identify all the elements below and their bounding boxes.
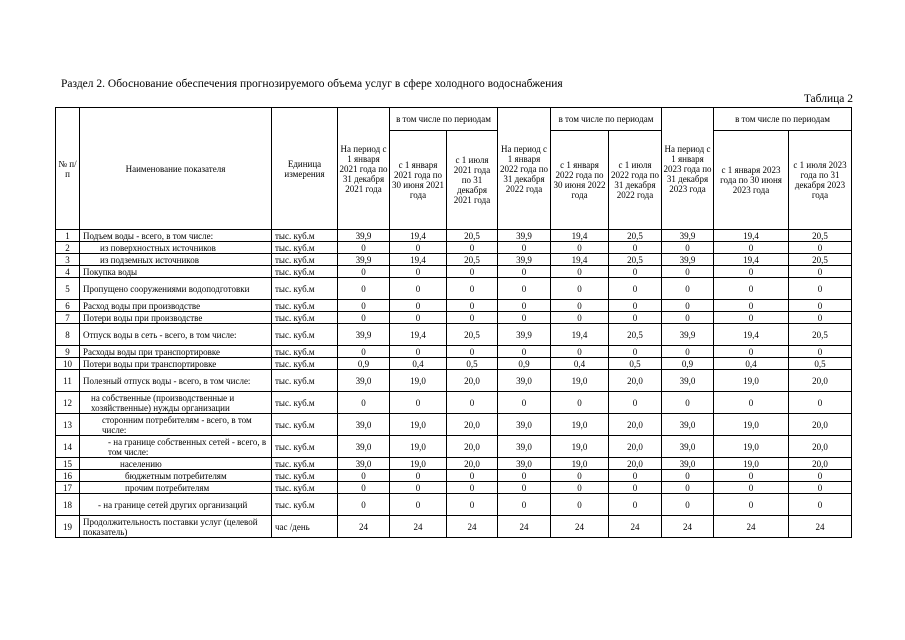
row-value: 0 bbox=[498, 392, 551, 414]
row-unit: тыс. куб.м bbox=[272, 266, 338, 278]
row-value: 0 bbox=[338, 266, 390, 278]
row-value: 20,5 bbox=[789, 230, 852, 242]
table-row bbox=[56, 436, 852, 458]
row-number: 4 bbox=[56, 266, 80, 278]
row-indicator-name: Отпуск воды в сеть - всего, в том числе: bbox=[80, 324, 272, 346]
header-period-2023: На период с 1 января 2023 года по 31 декабря 2023 года bbox=[662, 108, 714, 230]
row-unit: тыс. куб.м bbox=[272, 242, 338, 254]
row-unit: тыс. куб.м bbox=[272, 230, 338, 242]
row-value: 20,0 bbox=[447, 458, 498, 470]
row-value: 24 bbox=[551, 516, 609, 538]
row-value: 24 bbox=[447, 516, 498, 538]
row-value: 0 bbox=[714, 482, 789, 494]
row-value: 0 bbox=[789, 346, 852, 358]
row-value: 0 bbox=[498, 300, 551, 312]
row-value: 0 bbox=[609, 346, 662, 358]
row-value: 0 bbox=[338, 494, 390, 516]
table-row bbox=[56, 324, 852, 346]
row-value: 0 bbox=[662, 266, 714, 278]
row-value: 0 bbox=[714, 242, 789, 254]
row-value: 0 bbox=[609, 266, 662, 278]
row-value: 39,0 bbox=[338, 436, 390, 458]
table-row bbox=[56, 458, 852, 470]
row-value: 0 bbox=[662, 470, 714, 482]
row-value: 0 bbox=[789, 312, 852, 324]
row-value: 0 bbox=[714, 266, 789, 278]
row-value: 0 bbox=[498, 346, 551, 358]
row-value: 0 bbox=[609, 470, 662, 482]
row-value: 19,4 bbox=[714, 324, 789, 346]
row-value: 20,0 bbox=[609, 414, 662, 436]
row-number: 13 bbox=[56, 414, 80, 436]
row-indicator-name: Продолжительность поставки услуг (целевой показатель) bbox=[80, 516, 272, 538]
row-value: 20,0 bbox=[789, 370, 852, 392]
row-value: 0 bbox=[338, 300, 390, 312]
row-unit: тыс. куб.м bbox=[272, 254, 338, 266]
table-row bbox=[56, 494, 852, 516]
row-value: 0 bbox=[609, 300, 662, 312]
row-number: 5 bbox=[56, 278, 80, 300]
row-value: 39,9 bbox=[498, 230, 551, 242]
row-value: 0 bbox=[447, 278, 498, 300]
row-value: 0 bbox=[662, 482, 714, 494]
row-value: 20,5 bbox=[447, 324, 498, 346]
row-value: 0 bbox=[447, 470, 498, 482]
row-value: 39,9 bbox=[338, 324, 390, 346]
row-value: 19,0 bbox=[714, 458, 789, 470]
header-2022-h2: с 1 июля 2022 года по 31 декабря 2022 года bbox=[609, 131, 662, 230]
row-number: 10 bbox=[56, 358, 80, 370]
row-value: 39,9 bbox=[338, 254, 390, 266]
table-row bbox=[56, 470, 852, 482]
table-row bbox=[56, 242, 852, 254]
row-value: 39,0 bbox=[498, 458, 551, 470]
row-value: 0,9 bbox=[498, 358, 551, 370]
row-value: 19,0 bbox=[714, 436, 789, 458]
row-value: 0 bbox=[338, 312, 390, 324]
row-value: 39,9 bbox=[662, 230, 714, 242]
row-value: 0 bbox=[498, 312, 551, 324]
row-indicator-name: Потери воды при производстве bbox=[80, 312, 272, 324]
row-unit: тыс. куб.м bbox=[272, 494, 338, 516]
row-indicator-name: - на границе сетей других организаций bbox=[80, 494, 272, 516]
table-row bbox=[56, 266, 852, 278]
row-value: 39,9 bbox=[338, 230, 390, 242]
row-indicator-name: из поверхностных источников bbox=[80, 242, 272, 254]
row-value: 39,0 bbox=[498, 436, 551, 458]
table-row bbox=[56, 414, 852, 436]
row-number: 17 bbox=[56, 482, 80, 494]
row-value: 0 bbox=[551, 346, 609, 358]
row-value: 19,4 bbox=[390, 230, 447, 242]
header-2021-h2: с 1 июля 2021 года по 31 декабря 2021 года bbox=[447, 131, 498, 230]
row-value: 0 bbox=[609, 312, 662, 324]
row-value: 0 bbox=[390, 266, 447, 278]
row-value: 0 bbox=[714, 278, 789, 300]
row-value: 0 bbox=[498, 494, 551, 516]
row-number: 16 bbox=[56, 470, 80, 482]
header-2021-h1: с 1 января 2021 года по 30 июня 2021 года bbox=[390, 131, 447, 230]
header-period-2022: На период с 1 января 2022 года по 31 декабря 2022 года bbox=[498, 108, 551, 230]
row-value: 0 bbox=[551, 392, 609, 414]
row-value: 0 bbox=[338, 278, 390, 300]
row-value: 20,5 bbox=[789, 254, 852, 266]
row-value: 0 bbox=[789, 266, 852, 278]
row-value: 39,0 bbox=[662, 370, 714, 392]
row-unit: тыс. куб.м bbox=[272, 482, 338, 494]
row-value: 0 bbox=[714, 494, 789, 516]
row-value: 39,9 bbox=[662, 254, 714, 266]
row-number: 14 bbox=[56, 436, 80, 458]
row-value: 0 bbox=[338, 482, 390, 494]
header-2023-h2: с 1 июля 2023 года по 31 декабря 2023 года bbox=[789, 131, 852, 230]
section-title: Раздел 2. Обоснование обеспечения прогнозируемого объема услуг в сфере холодного водоснабжения bbox=[61, 78, 563, 90]
row-value: 24 bbox=[714, 516, 789, 538]
header-row-1 bbox=[56, 108, 852, 131]
row-value: 0 bbox=[390, 278, 447, 300]
row-value: 24 bbox=[338, 516, 390, 538]
row-value: 24 bbox=[390, 516, 447, 538]
row-value: 0 bbox=[447, 266, 498, 278]
row-indicator-name: на собственные (производственные и хозяйственные) нужды организации bbox=[80, 392, 272, 414]
row-unit: час /день bbox=[272, 516, 338, 538]
row-value: 19,0 bbox=[714, 414, 789, 436]
row-value: 0 bbox=[447, 346, 498, 358]
row-value: 39,0 bbox=[338, 458, 390, 470]
header-num: № п/п bbox=[56, 108, 80, 230]
table-row bbox=[56, 230, 852, 242]
row-indicator-name: прочим потребителям bbox=[80, 482, 272, 494]
row-value: 0 bbox=[551, 494, 609, 516]
row-indicator-name: сторонним потребителям - всего, в том числе: bbox=[80, 414, 272, 436]
row-value: 0 bbox=[662, 346, 714, 358]
row-value: 19,0 bbox=[551, 458, 609, 470]
row-value: 20,5 bbox=[447, 254, 498, 266]
row-value: 0 bbox=[551, 482, 609, 494]
row-value: 0 bbox=[789, 300, 852, 312]
row-value: 0 bbox=[338, 470, 390, 482]
row-value: 0 bbox=[714, 392, 789, 414]
row-value: 20,5 bbox=[609, 254, 662, 266]
row-value: 19,4 bbox=[714, 254, 789, 266]
row-value: 0 bbox=[390, 482, 447, 494]
row-value: 0 bbox=[338, 242, 390, 254]
row-indicator-name: - на границе собственных сетей - всего, в том числе: bbox=[80, 436, 272, 458]
row-value: 24 bbox=[609, 516, 662, 538]
row-indicator-name: Полезный отпуск воды - всего, в том числе: bbox=[80, 370, 272, 392]
row-value: 0 bbox=[498, 482, 551, 494]
row-value: 0 bbox=[390, 346, 447, 358]
row-value: 20,0 bbox=[789, 436, 852, 458]
table-row bbox=[56, 516, 852, 538]
row-value: 19,0 bbox=[551, 370, 609, 392]
row-value: 20,0 bbox=[447, 436, 498, 458]
header-including-2021: в том числе по периодам bbox=[390, 108, 498, 131]
table-label: Таблица 2 bbox=[803, 93, 853, 105]
row-number: 9 bbox=[56, 346, 80, 358]
row-indicator-name: Покупка воды bbox=[80, 266, 272, 278]
row-number: 15 bbox=[56, 458, 80, 470]
row-value: 20,0 bbox=[447, 370, 498, 392]
row-number: 11 bbox=[56, 370, 80, 392]
row-number: 1 bbox=[56, 230, 80, 242]
row-unit: тыс. куб.м bbox=[272, 470, 338, 482]
row-value: 20,0 bbox=[609, 370, 662, 392]
row-number: 7 bbox=[56, 312, 80, 324]
row-indicator-name: из подземных источников bbox=[80, 254, 272, 266]
table-row bbox=[56, 254, 852, 266]
row-value: 0 bbox=[447, 242, 498, 254]
row-unit: тыс. куб.м bbox=[272, 346, 338, 358]
row-unit: тыс. куб.м bbox=[272, 300, 338, 312]
row-number: 18 bbox=[56, 494, 80, 516]
row-value: 0 bbox=[609, 482, 662, 494]
water-supply-table bbox=[55, 107, 852, 538]
row-value: 39,0 bbox=[498, 414, 551, 436]
row-value: 20,5 bbox=[609, 324, 662, 346]
row-value: 0 bbox=[662, 242, 714, 254]
row-value: 39,0 bbox=[338, 370, 390, 392]
row-value: 39,9 bbox=[662, 324, 714, 346]
row-unit: тыс. куб.м bbox=[272, 358, 338, 370]
table-row bbox=[56, 312, 852, 324]
row-value: 0 bbox=[498, 470, 551, 482]
row-value: 20,5 bbox=[789, 324, 852, 346]
row-value: 0 bbox=[551, 242, 609, 254]
row-value: 0 bbox=[789, 482, 852, 494]
row-value: 0 bbox=[338, 392, 390, 414]
row-value: 0 bbox=[551, 470, 609, 482]
row-value: 0 bbox=[609, 242, 662, 254]
row-value: 19,0 bbox=[390, 370, 447, 392]
row-unit: тыс. куб.м bbox=[272, 414, 338, 436]
row-value: 0 bbox=[447, 312, 498, 324]
row-value: 0 bbox=[390, 392, 447, 414]
row-value: 0 bbox=[447, 392, 498, 414]
table-row bbox=[56, 358, 852, 370]
row-value: 0 bbox=[662, 392, 714, 414]
row-value: 20,0 bbox=[609, 436, 662, 458]
row-value: 39,0 bbox=[662, 436, 714, 458]
row-value: 0 bbox=[390, 470, 447, 482]
row-indicator-name: Расход воды при производстве bbox=[80, 300, 272, 312]
row-value: 0,5 bbox=[609, 358, 662, 370]
row-value: 20,0 bbox=[789, 458, 852, 470]
table-row bbox=[56, 370, 852, 392]
row-value: 0 bbox=[714, 470, 789, 482]
row-value: 20,0 bbox=[789, 414, 852, 436]
header-2023-h1: с 1 января 2023 года по 30 июня 2023 года bbox=[714, 131, 789, 230]
row-value: 0 bbox=[338, 346, 390, 358]
row-value: 39,0 bbox=[662, 414, 714, 436]
row-value: 0 bbox=[498, 278, 551, 300]
row-value: 20,5 bbox=[609, 230, 662, 242]
row-unit: тыс. куб.м bbox=[272, 278, 338, 300]
row-value: 0 bbox=[789, 242, 852, 254]
row-value: 0 bbox=[662, 278, 714, 300]
row-value: 39,9 bbox=[498, 324, 551, 346]
row-value: 19,4 bbox=[551, 254, 609, 266]
row-indicator-name: бюджетным потребителям bbox=[80, 470, 272, 482]
row-value: 19,4 bbox=[714, 230, 789, 242]
row-value: 39,9 bbox=[498, 254, 551, 266]
row-value: 0 bbox=[789, 278, 852, 300]
row-value: 0 bbox=[498, 266, 551, 278]
row-value: 0 bbox=[447, 300, 498, 312]
row-value: 39,0 bbox=[338, 414, 390, 436]
row-value: 0 bbox=[714, 312, 789, 324]
row-value: 39,0 bbox=[498, 370, 551, 392]
row-value: 0 bbox=[789, 494, 852, 516]
row-value: 0 bbox=[662, 300, 714, 312]
row-value: 0,5 bbox=[789, 358, 852, 370]
row-value: 20,5 bbox=[447, 230, 498, 242]
row-value: 19,4 bbox=[551, 230, 609, 242]
header-name: Наименование показателя bbox=[80, 108, 272, 230]
row-value: 0 bbox=[662, 312, 714, 324]
header-including-2023: в том числе по периодам bbox=[714, 108, 852, 131]
row-unit: тыс. куб.м bbox=[272, 370, 338, 392]
row-value: 0,9 bbox=[662, 358, 714, 370]
row-value: 0 bbox=[390, 312, 447, 324]
row-value: 0,4 bbox=[390, 358, 447, 370]
row-unit: тыс. куб.м bbox=[272, 458, 338, 470]
row-value: 0 bbox=[551, 300, 609, 312]
row-value: 0,4 bbox=[551, 358, 609, 370]
row-number: 6 bbox=[56, 300, 80, 312]
table-row bbox=[56, 482, 852, 494]
row-value: 39,0 bbox=[662, 458, 714, 470]
header-unit: Единица измерения bbox=[272, 108, 338, 230]
header-period-2021: На период с 1 января 2021 года по 31 декабря 2021 года bbox=[338, 108, 390, 230]
row-value: 0 bbox=[447, 494, 498, 516]
row-value: 19,0 bbox=[551, 436, 609, 458]
row-value: 0 bbox=[551, 266, 609, 278]
row-value: 0 bbox=[789, 470, 852, 482]
row-indicator-name: Пропущено сооружениями водоподготовки bbox=[80, 278, 272, 300]
row-value: 19,0 bbox=[390, 436, 447, 458]
row-unit: тыс. куб.м bbox=[272, 312, 338, 324]
row-value: 0 bbox=[714, 300, 789, 312]
header-2022-h1: с 1 января 2022 года по 30 июня 2022 года bbox=[551, 131, 609, 230]
row-value: 19,0 bbox=[714, 370, 789, 392]
row-value: 0 bbox=[390, 494, 447, 516]
table-row bbox=[56, 278, 852, 300]
row-value: 24 bbox=[662, 516, 714, 538]
row-unit: тыс. куб.м bbox=[272, 392, 338, 414]
row-value: 0 bbox=[789, 392, 852, 414]
table-row bbox=[56, 346, 852, 358]
row-value: 0 bbox=[609, 494, 662, 516]
row-value: 24 bbox=[498, 516, 551, 538]
row-value: 20,0 bbox=[447, 414, 498, 436]
row-value: 0 bbox=[551, 278, 609, 300]
row-number: 2 bbox=[56, 242, 80, 254]
row-indicator-name: Потери воды при транспортировке bbox=[80, 358, 272, 370]
row-number: 19 bbox=[56, 516, 80, 538]
row-number: 12 bbox=[56, 392, 80, 414]
row-value: 0 bbox=[609, 392, 662, 414]
row-indicator-name: Подъем воды - всего, в том числе: bbox=[80, 230, 272, 242]
row-value: 19,0 bbox=[390, 414, 447, 436]
row-number: 8 bbox=[56, 324, 80, 346]
row-value: 0 bbox=[447, 482, 498, 494]
row-unit: тыс. куб.м bbox=[272, 436, 338, 458]
row-value: 0 bbox=[498, 242, 551, 254]
table-row bbox=[56, 392, 852, 414]
row-value: 0,5 bbox=[447, 358, 498, 370]
row-value: 24 bbox=[789, 516, 852, 538]
row-indicator-name: Расходы воды при транспортировке bbox=[80, 346, 272, 358]
row-value: 19,4 bbox=[551, 324, 609, 346]
table-row bbox=[56, 300, 852, 312]
row-value: 0,9 bbox=[338, 358, 390, 370]
header-including-2022: в том числе по периодам bbox=[551, 108, 662, 131]
row-value: 0 bbox=[662, 494, 714, 516]
row-unit: тыс. куб.м bbox=[272, 324, 338, 346]
row-number: 3 bbox=[56, 254, 80, 266]
row-value: 0,4 bbox=[714, 358, 789, 370]
row-value: 19,4 bbox=[390, 324, 447, 346]
row-value: 0 bbox=[551, 312, 609, 324]
row-value: 0 bbox=[609, 278, 662, 300]
row-value: 0 bbox=[390, 242, 447, 254]
row-value: 19,4 bbox=[390, 254, 447, 266]
row-value: 0 bbox=[390, 300, 447, 312]
row-value: 0 bbox=[714, 346, 789, 358]
row-value: 19,0 bbox=[551, 414, 609, 436]
row-value: 19,0 bbox=[390, 458, 447, 470]
row-indicator-name: населению bbox=[80, 458, 272, 470]
row-value: 20,0 bbox=[609, 458, 662, 470]
